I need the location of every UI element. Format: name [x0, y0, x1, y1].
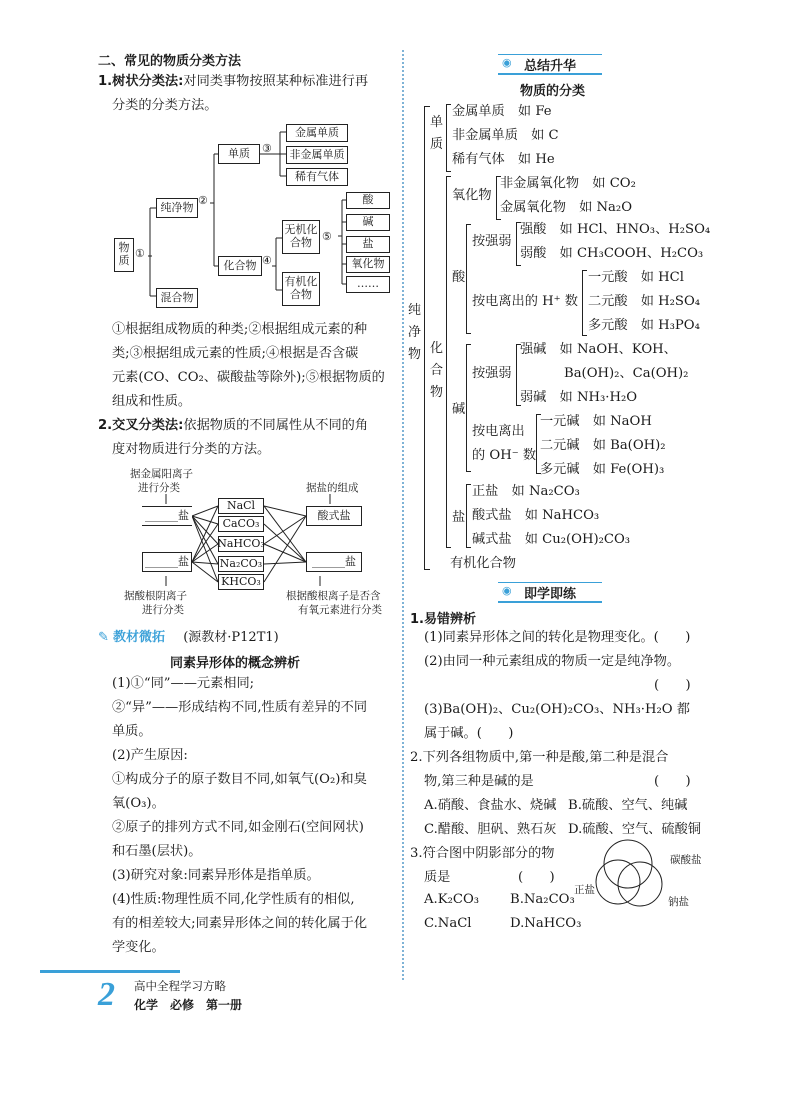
tree-compound-label: 化合物: [430, 341, 444, 400]
summary-banner-text: 总结升华: [524, 59, 577, 74]
tree-n1: ①: [135, 247, 145, 260]
tree-acid-h-bracket: [582, 270, 587, 336]
tree-n3: ③: [262, 142, 272, 155]
q3-venn-diagram: [590, 838, 670, 908]
tree-organic-box: 有机化合物: [282, 272, 320, 306]
q3-line: 3.符合图中阴影部分的物: [410, 846, 555, 861]
tree-salt-item: 正盐 如 Na₂CO₃: [472, 484, 580, 499]
tree-element-item: 非金属单质 如 C: [452, 128, 559, 143]
tree-salt-box: 盐: [346, 236, 390, 253]
expand-line: ②“异”——形成结构不同,性质有差异的不同: [112, 700, 368, 715]
tree-mixture-box: 混合物: [156, 288, 198, 308]
cross-method-line1: [98, 414, 368, 438]
tree-more-box: ……: [346, 276, 390, 293]
tree-element-bracket: [446, 104, 451, 172]
footer-rule: [40, 970, 180, 973]
q3-option[interactable]: C.NaCl: [424, 916, 472, 931]
page-number: 2: [98, 976, 115, 1013]
cross-tl-label2: 进行分类: [138, 482, 180, 494]
q3-line: 质是: [424, 870, 451, 885]
tree-acid-strength: 按强弱: [472, 234, 512, 249]
tree-noble-box: 稀有气体: [286, 168, 348, 186]
tree-salt-item: 酸式盐 如 NaHCO₃: [472, 508, 600, 523]
tree-base-strength-item: Ba(OH)₂、Ca(OH)₂: [564, 366, 689, 381]
section-title: 二、常见的物质分类方法: [98, 54, 242, 69]
q1-item[interactable]: 属于碱。( ): [424, 726, 514, 741]
venn-label: 钠盐: [668, 896, 689, 908]
expand-title: 同素异形体的概念辨析: [170, 656, 301, 671]
cross-tr-label: 据盐的组成: [306, 482, 359, 494]
tree-base-strength-item: 弱碱 如 NH₃·H₂O: [520, 390, 638, 405]
cross-right-bot: ______盐: [306, 552, 362, 572]
tree-pure-label: 纯净物: [408, 303, 422, 362]
tree-salt-bracket: [466, 484, 471, 548]
tree-acid-h-item: 二元酸 如 H₂SO₄: [588, 294, 701, 309]
expand-line: 单质。: [112, 724, 152, 739]
cross-bl-label1: 据酸根阴离子: [124, 590, 187, 602]
basis-line: 类;③根据组成元素的性质;④根据是否含碳: [112, 346, 359, 361]
tree-acid-label: 酸: [452, 270, 466, 285]
cross-item: NaHCO₃: [218, 536, 264, 552]
tree-base-box: 碱: [346, 214, 390, 231]
expand-line: ②原子的排列方式不同,如金刚石(空间网状): [112, 820, 364, 835]
summary-banner: [498, 54, 602, 75]
tree-inorganic-box: 无机化合物: [282, 220, 320, 254]
expand-header: [98, 626, 279, 645]
q2-answer[interactable]: ( ): [654, 774, 691, 789]
tree-method-text1: 对同类事物按照某种标准进行再: [183, 74, 369, 89]
cross-bl-label2: 进行分类: [142, 604, 184, 616]
venn-label: 正盐: [574, 884, 595, 896]
expand-line: (4)性质:物理性质不同,化学性质有的相似,: [112, 892, 355, 907]
tree-base-label: 碱: [452, 402, 466, 417]
tree-salt-label: 盐: [452, 510, 466, 525]
column-divider: [402, 50, 404, 980]
cross-item: Na₂CO₃: [218, 556, 264, 572]
tree-base-oh-item: 一元碱 如 NaOH: [540, 414, 652, 429]
expand-line: (2)产生原因:: [112, 748, 188, 763]
tree-oxide-box: 氧化物: [346, 256, 390, 273]
footer-subject: 化学 必修 第一册: [134, 998, 243, 1012]
tree-n2: ②: [198, 194, 208, 207]
basis-line: 组成和性质。: [112, 394, 192, 409]
pencil-icon: ✎: [98, 630, 109, 645]
q2-line: 2.下列各组物质中,第一种是酸,第二种是混合: [410, 750, 669, 765]
tree-element-box: 单质: [218, 144, 260, 164]
cross-method-text1: 依据物质的不同属性从不同的角: [183, 418, 369, 433]
q3-option[interactable]: A.K₂CO₃: [424, 892, 480, 907]
tree-base-oh-item: 二元碱 如 Ba(OH)₂: [540, 438, 666, 453]
tree-method-title: 1.树状分类法:: [98, 74, 184, 89]
tree-n4: ④: [262, 254, 272, 267]
cross-method-text2: 度对物质进行分类的方法。: [112, 442, 271, 457]
cross-item: KHCO₃: [218, 574, 264, 590]
tree-base-strength: 按强弱: [472, 366, 512, 381]
q2-option[interactable]: A.硝酸、食盐水、烧碱: [424, 798, 557, 813]
tree-acid-h-item: 一元酸 如 HCl: [588, 270, 684, 285]
q2-option[interactable]: D.硫酸、空气、硫酸铜: [568, 822, 701, 837]
expand-line: 氧(O₃)。: [112, 796, 165, 811]
q1-item[interactable]: (2)由同一种元素组成的物质一定是纯净物。: [424, 654, 681, 669]
cross-method-title: 2.交叉分类法:: [98, 418, 184, 433]
expand-line: (1)①“同”——元素相同;: [112, 676, 255, 691]
tree-element-item: 金属单质 如 Fe: [452, 104, 552, 119]
basis-line: 元素(CO、CO₂、碳酸盐等除外);⑤根据物质的: [112, 370, 385, 385]
venn-label: 碳酸盐: [670, 854, 702, 866]
tree-method-line1: [98, 70, 368, 94]
tree-pure-box: 纯净物: [156, 198, 198, 218]
q3-option[interactable]: B.Na₂CO₃: [510, 892, 575, 907]
play-icon: ◉: [502, 56, 512, 69]
expand-line: ①构成分子的原子数目不同,如氧气(O₂)和臭: [112, 772, 367, 787]
tree-method-text2: 分类的分类方法。: [112, 98, 218, 113]
tree-base-strength-item: 强碱 如 NaOH、KOH、: [520, 342, 677, 357]
cross-item: NaCl: [218, 498, 264, 514]
basis-line: ①根据组成物质的种类;②根据组成元素的种: [112, 322, 368, 337]
practice-banner: [498, 582, 602, 603]
tree-acid-box: 酸: [346, 192, 390, 209]
expand-line: (3)研究对象:同素异形体是指单质。: [112, 868, 320, 883]
expand-source: (源教材·P12T1): [183, 630, 279, 645]
q1-item-answer[interactable]: ( ): [654, 678, 691, 693]
tree-compound-bracket: [446, 176, 451, 548]
q1-item[interactable]: (3)Ba(OH)₂、Cu₂(OH)₂CO₃、NH₃·H₂O 都: [424, 702, 690, 717]
tree-base-bracket: [466, 344, 471, 472]
tree-acid-strength-item: 弱酸 如 CH₃COOH、H₂CO₃: [520, 246, 704, 261]
cross-left-bot: ______盐: [142, 552, 192, 572]
tree-base-oh1: 按电离出: [472, 424, 525, 439]
tree-oxide-item: 非金属氧化物 如 CO₂: [500, 176, 636, 191]
cross-left-top: ______盐: [142, 506, 192, 526]
tree-acid-h-item: 多元酸 如 H₃PO₄: [588, 318, 700, 333]
expand-tag: 教材微拓: [113, 630, 166, 645]
tree-oxide-label: 氧化物: [452, 188, 492, 203]
tree-acid-bracket: [466, 224, 471, 334]
tree-salt-item: 碱式盐 如 Cu₂(OH)₂CO₃: [472, 532, 631, 547]
tree-base-oh2: 的 OH⁻ 数: [472, 448, 537, 463]
cross-br-label2: 有氧元素进行分类: [298, 604, 382, 616]
play-icon: ◉: [502, 584, 512, 597]
expand-line: 和石墨(层状)。: [112, 844, 202, 859]
tree-base-oh-item: 多元碱 如 Fe(OH)₃: [540, 462, 665, 477]
tree-acid-h: 按电离出的 H⁺ 数: [472, 294, 578, 309]
tree-nonmetal-box: 非金属单质: [286, 146, 348, 164]
tree-n5: ⑤: [322, 230, 332, 243]
q3-option[interactable]: D.NaHCO₃: [510, 916, 582, 931]
q1-title: 1.易错辨析: [410, 612, 476, 627]
cross-tl-label1: 据金属阳离子: [130, 468, 193, 480]
tree-organic-label: 有机化合物: [450, 556, 516, 571]
q2-option[interactable]: B.硫酸、空气、纯碱: [568, 798, 688, 813]
footer-series: 高中全程学习方略: [134, 979, 226, 993]
tree-oxide-item: 金属氧化物 如 Na₂O: [500, 200, 633, 215]
practice-banner-text: 即学即练: [524, 587, 577, 602]
q2-line: 物,第三种是碱的是: [424, 774, 534, 789]
tree-element-item: 稀有气体 如 He: [452, 152, 555, 167]
expand-line: 有的相差较大;同素异形体之间的转化属于化: [112, 916, 368, 931]
tree-element-label: 单质: [430, 115, 444, 152]
expand-line: 学变化。: [112, 940, 165, 955]
cross-br-label1: 根据酸根离子是否含: [286, 590, 381, 602]
q1-item[interactable]: (1)同素异形体之间的转化是物理变化。( ): [424, 630, 691, 645]
q2-option[interactable]: C.醋酸、胆矾、熟石灰: [424, 822, 557, 837]
tree-root-box: 物质: [114, 238, 134, 272]
cross-item: CaCO₃: [218, 516, 264, 532]
summary-title: 物质的分类: [520, 84, 586, 99]
tree-acid-strength-item: 强酸 如 HCl、HNO₃、H₂SO₄: [520, 222, 711, 237]
cross-right-top: 酸式盐: [306, 506, 362, 526]
q3-answer[interactable]: ( ): [518, 870, 555, 885]
tree-compound-box: 化合物: [218, 256, 262, 276]
tree-metal-box: 金属单质: [286, 124, 348, 142]
